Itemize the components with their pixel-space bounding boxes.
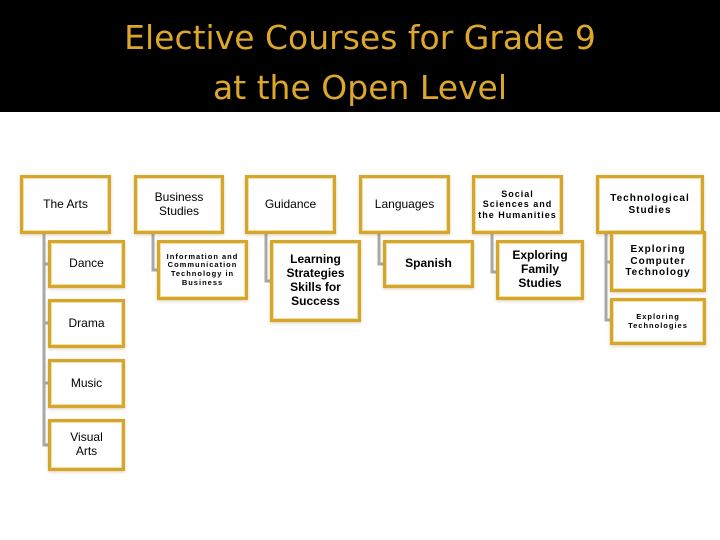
course-dance [48, 240, 125, 288]
category-business-studies [134, 175, 224, 234]
course-label: Exploring Family Studies [512, 248, 568, 290]
course-label: Information and Communication Technology in Business [166, 251, 239, 287]
category-social-sciences [472, 175, 563, 234]
course-spanish [383, 240, 474, 288]
course-music [48, 359, 125, 408]
course-label: Exploring Computer Technology [625, 244, 691, 279]
course-label: Drama [68, 315, 105, 330]
category-guidance [245, 175, 336, 234]
title-line-1: Elective Courses for Grade 9 [124, 18, 596, 57]
course-drama [48, 299, 125, 348]
category-label: Social Sciences and the Humanities [478, 188, 557, 220]
course-label: Music [70, 375, 103, 390]
course-label: Exploring Technologies [628, 311, 688, 330]
course-exploring-technologies [610, 298, 706, 345]
category-label: The Arts [43, 196, 88, 211]
course-exploring-computer-technology [610, 231, 706, 292]
course-label: Visual Arts [70, 430, 103, 458]
course-visual-arts [48, 419, 125, 471]
category-the-arts [20, 175, 111, 234]
category-technological-studies [596, 175, 704, 234]
category-label: Guidance [264, 196, 317, 211]
category-label: Business Studies [154, 189, 204, 218]
course-ict-in-business [157, 240, 248, 300]
course-label: Learning Strategies Skills for Success [286, 252, 345, 308]
course-label: Spanish [405, 256, 452, 271]
course-learning-strategies [270, 240, 361, 322]
category-label: Languages [374, 196, 435, 211]
course-label: Dance [69, 256, 104, 271]
category-label: Technological Studies [610, 193, 690, 216]
course-exploring-family-studies [496, 240, 584, 300]
category-languages [359, 175, 450, 234]
title-line-2: at the Open Level [212, 68, 508, 107]
